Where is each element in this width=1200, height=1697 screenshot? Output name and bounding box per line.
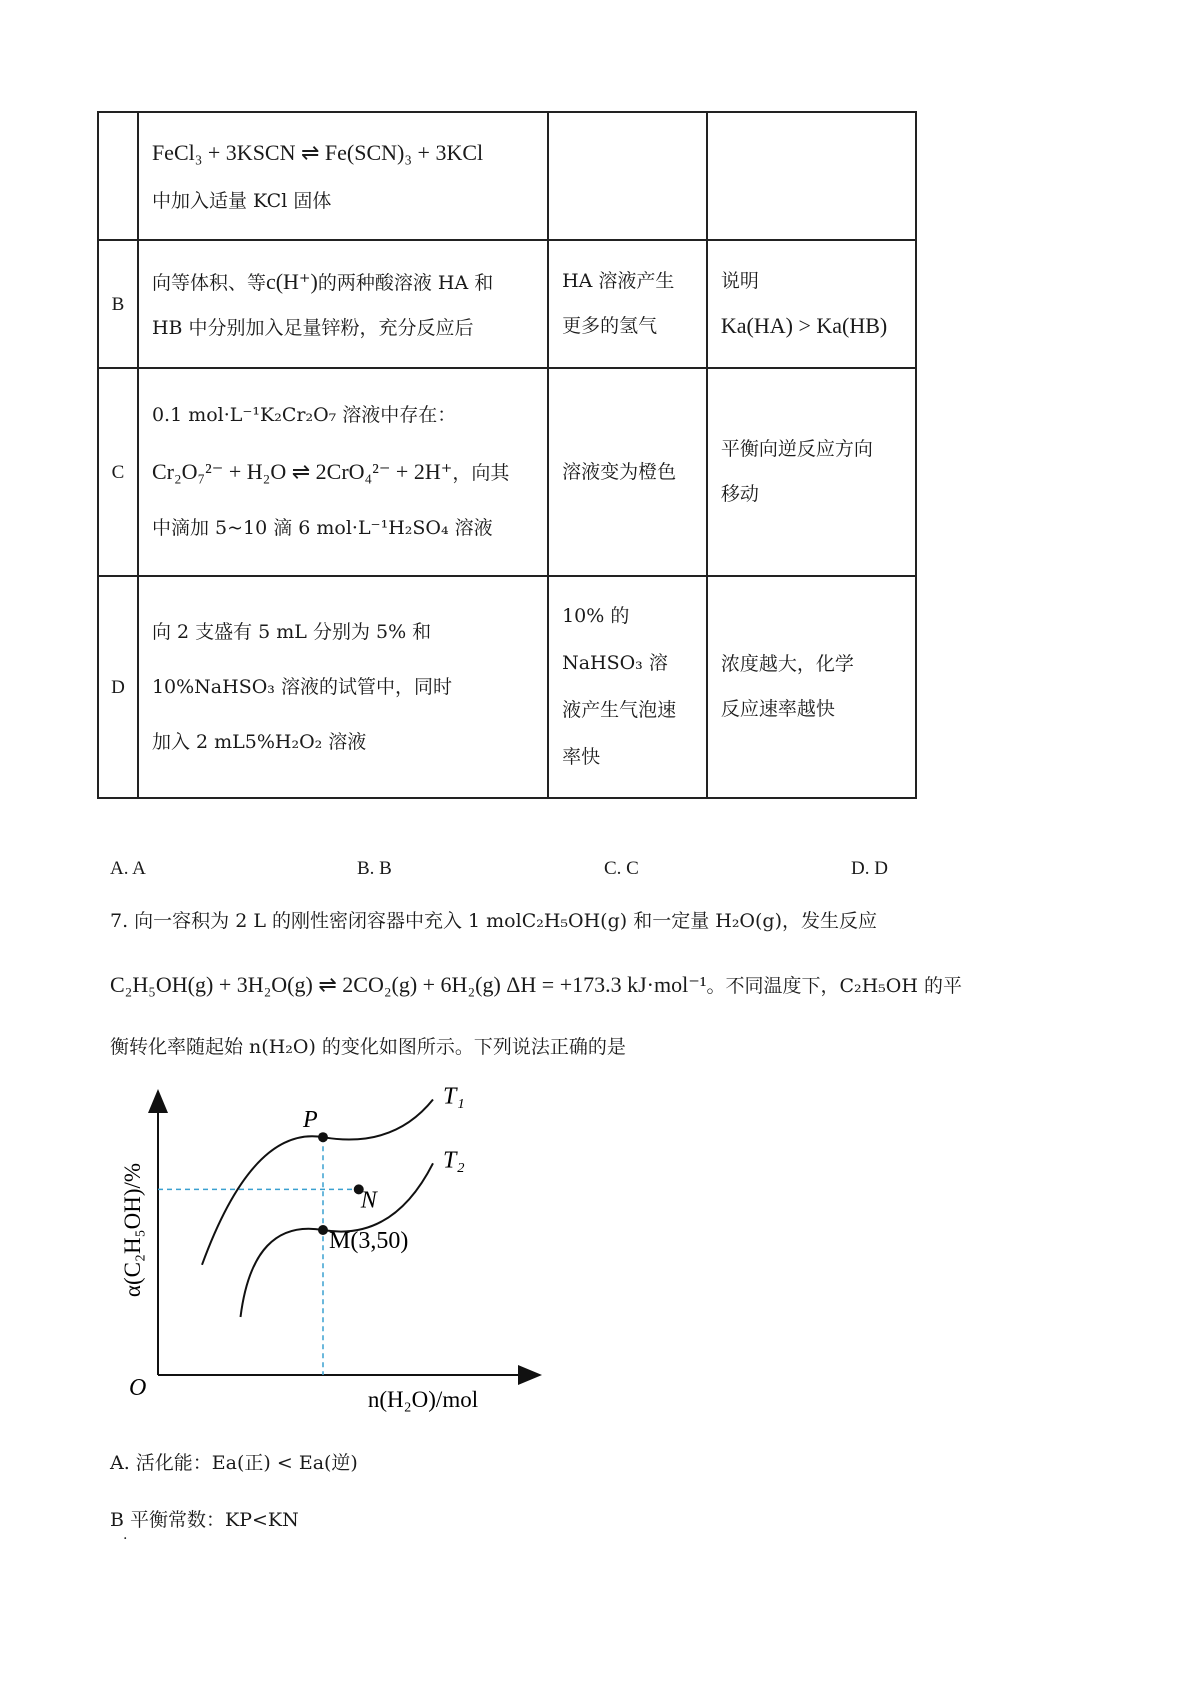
phenomenon-line: HA 溶液产生: [562, 270, 675, 292]
phenomenon-cell: [548, 240, 707, 368]
operation-cell: [138, 112, 548, 240]
question-line: [110, 974, 962, 996]
answer-a-text: A. 活化能：Ea(正) < Ea(逆): [110, 1452, 358, 1474]
question-line: 衡转化率随起始 n(H₂O) 的变化如图所示。下列说法正确的是: [110, 1036, 626, 1058]
conclusion-cell: [707, 576, 916, 798]
table-row: [98, 112, 916, 240]
experiment-table: [97, 111, 917, 799]
operation-cell: [138, 240, 548, 368]
x-axis-label: n(H₂O)/mol: [367, 1387, 479, 1412]
phenomenon-line: 液产生气泡速: [562, 699, 677, 721]
operation-cell: [138, 576, 548, 798]
operation-line: [152, 461, 534, 483]
table-row: [98, 368, 916, 576]
phenomenon-line: 更多的氢气: [562, 315, 658, 337]
operation-line: 加入 2 mL5%H₂O₂ 溶液: [151, 730, 367, 753]
question-text: 。不同温度下，C₂H₅OH 的平: [706, 975, 962, 997]
operation-line: 0.1 mol·L⁻¹K₂Cr₂O₇ 溶液中存在：: [151, 404, 457, 426]
conclusion-line: 移动: [720, 483, 759, 505]
operation-line: 中滴加 5~10 滴 6 mol·L⁻¹H₂SO₄ 溶液: [151, 517, 493, 539]
ka-comparison: Ka(HA) > Ka(HB): [720, 312, 888, 338]
phenomenon-cell: [548, 112, 707, 240]
question-line: 7. 向一容积为 2 L 的刚性密闭容器中充入 1 molC₂H₅OH(g) 和一定量 H₂O(g)，发生反应: [110, 910, 877, 932]
operation-line: [151, 268, 534, 294]
point-n-label: N: [360, 1187, 377, 1214]
row-label: D: [98, 576, 138, 798]
h-concentration: c(H⁺): [265, 268, 318, 294]
y-axis-label: α(C₂H₅OH)/%: [120, 1162, 145, 1298]
operation-text: 的两种酸溶液 HA 和: [317, 271, 494, 294]
conclusion-line: 浓度越大，化学: [720, 653, 854, 675]
conclusion-cell: [707, 112, 916, 240]
phenomenon-line: NaHSO₃ 溶: [562, 652, 668, 674]
operation-line: 向 2 支盛有 5 mL 分别为 5% 和: [151, 620, 432, 643]
operation-text: 中加入适量 KCl 固体: [151, 189, 332, 212]
table-row: [98, 576, 916, 798]
row-label: [98, 112, 138, 240]
conclusion-line: 平衡向逆反应方向: [720, 438, 873, 460]
phenomenon-cell: [548, 576, 707, 798]
dichromate-equilibrium: Cr₂O₇²⁻ + H₂O ⇌ 2CrO₄²⁻ + 2H⁺: [151, 459, 453, 484]
conversion-chart: [110, 1085, 560, 1415]
conclusion-cell: [707, 240, 916, 368]
operation-text: 向等体积、等: [151, 271, 266, 294]
point-p-label: P: [303, 1107, 318, 1134]
operation-cell: [138, 368, 548, 576]
point-m-label: M(3,50): [329, 1228, 409, 1254]
option-b[interactable]: B. B: [357, 858, 392, 879]
answer-b-text: B 平衡常数：KP<KN: [110, 1509, 299, 1531]
operation-text: ，向其: [452, 462, 510, 484]
option-a[interactable]: A. A: [110, 858, 146, 879]
point-m: [318, 1225, 328, 1235]
operation-line: 10%NaHSO₃ 溶液的试管中，同时: [151, 675, 452, 698]
series-t1-label: T₁: [443, 1085, 465, 1110]
table-row: [98, 240, 916, 368]
reaction-equation: C₂H₅OH(g) + 3H₂O(g) ⇌ 2CO₂(g) + 6H₂(g) ΔH = +173.3 kJ·mol⁻¹: [110, 972, 707, 997]
origin-label: O: [129, 1375, 147, 1401]
conclusion-line: 说明: [720, 269, 759, 292]
point-p: [318, 1132, 328, 1142]
conclusion-line: 反应速率越快: [720, 698, 835, 720]
answer-b[interactable]: [110, 1505, 299, 1532]
phenomenon-line: 率快: [562, 746, 601, 768]
conclusion-cell: [707, 368, 916, 576]
series-t2-label: T₂: [443, 1147, 465, 1174]
operation-line: HB 中分别加入足量锌粉，充分反应后: [151, 316, 474, 339]
row-label: C: [98, 368, 138, 576]
equilibrium-formula: FeCl₃ + 3KSCN ⇌ Fe(SCN)₃ + 3KCl: [151, 139, 484, 165]
phenomenon-line: 10% 的: [562, 605, 630, 627]
option-d[interactable]: D. D: [851, 858, 888, 879]
answer-a[interactable]: [110, 1448, 358, 1475]
row-label: B: [98, 240, 138, 368]
option-c[interactable]: C. C: [604, 858, 639, 879]
stray-dot: .: [123, 1527, 128, 1543]
phenomenon-cell: 溶液变为橙色: [548, 368, 707, 576]
